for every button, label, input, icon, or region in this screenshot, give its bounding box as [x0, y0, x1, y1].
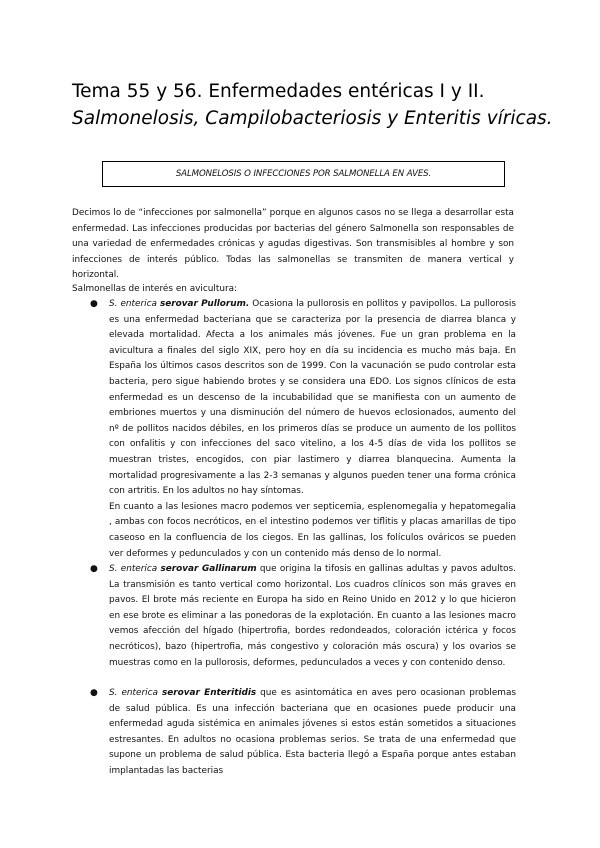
intro-paragraph: Decimos lo de “infecciones por salmonella” porque en algunos casos no se llega a desarrollar esta enfermedad. Las infecciones producidas por bacterias del género Salmonella son responsables de una variedad de enfermedades crónicas y agudas digestivas. Son transmisibles al hombre y son infecciones de interés público. Todas las salmonellas se transmiten de manera vertical y horizontal. [72, 208, 514, 281]
list-item-text [109, 562, 516, 671]
list-label: Salmonellas de interés en avicultura: [72, 284, 238, 294]
section-heading-box: SALMONELOSIS O INFECCIONES POR SALMONELLA EN AVES. [102, 161, 505, 187]
bullet-icon: ● [90, 299, 98, 309]
item-lesions: En cuanto a las lesiones macro podemos ver septicemia, esplenomegalia y hepatomegalia , ambas con focos necróticos, en el intestino podemos ver tiflitis y placas amarillas de tipo caseoso en la confluencia de los ciegos. En las gallinas, los folículos ováricos se pueden ver deformes y pedunculados y con un contenido más denso de lo normal. [109, 501, 516, 559]
title-line-1: Tema 55 y 56. Enfermedades entéricas I y II. [72, 81, 485, 102]
species-name: S. enterica [109, 299, 157, 309]
species-name: S. enterica [109, 564, 158, 574]
species-name: S. enterica [109, 688, 158, 698]
item-description: que origina la tifosis en gallinas adultas y pavos adultos. La transmisión es tanto vertical como horizontal. Los cuadros clínicos son más graves en pavos. El brote más reciente en Europa ha sido en Reino Unido en 2012 y lo que hicieron en ese brote es eliminar a las ponedoras de la explotación. En cuanto a las lesiones macro vemos afección del hígado (hipertrofia, bordes redondeados, coloración ictérica y focos necróticos), bazo (hipertrofia, más congestivo y coloración más oscura) y los ovarios se muestras como en la pullorosis, deformes, pedunculados a veces y con contenido denso. [109, 564, 517, 668]
item-description: Ocasiona la pullorosis en pollitos y pavipollos. La pullorosis es una enfermedad bacteriana que se caracteriza por la presencia de diarrea blanca y elevada mortalidad. Afecta a los animales más jóvenes. Fue un gran problema en la avicultura a finales del siglo XIX, pero hoy en día su incidencia es mucho más baja. En España los últimos casos descritos son de 1999. Con la vacunación se pudo controlar esta bacteria, pero sigue habiendo brotes y se considera una EDO. Los signos clínicos de esta enfermedad es un descenso de la incubabilidad que se manifiesta con un aumento de embriones muertos y una disminución del número de huevos eclosionados, aumento del nº de pollitos nacidos débiles, en los primeros días se produce un aumento de los pollitos con onfalitis y con infecciones del saco vitelino, a los 4-5 días de vida los pollitos se muestran tristes, encogidos, con piar lastimero y diarrea blanquecina. Aumenta la mortalidad progresivamente a las 2-3 semanas y algunos pueden tener una forma crónica con artritis. En los adultos no hay síntomas. [109, 299, 516, 497]
serovar-name: serovar Enteritidis [161, 688, 257, 698]
bullet-icon: ● [90, 564, 98, 574]
list-item-text [109, 686, 516, 780]
title-line-2: Salmonelosis, Campilobacteriosis y Enteritis víricas. [72, 108, 553, 129]
page-title [72, 78, 553, 132]
serovar-name: serovar Pullorum. [159, 299, 250, 309]
list-item-text [109, 297, 516, 562]
serovar-name: serovar Gallinarum [160, 564, 257, 574]
item-description: que es asintomática en aves pero ocasionan problemas de salud pública. Es una infección bacteriana que en ocasiones puede producir una enfermedad aguda sistémica en animales jóvenes si estos están sometidos a situaciones estresantes. En adultos no ocasiona problemas serios. Se trata de una enfermedad que supone un problema de salud pública. Esta bacteria llegó a España porque antes estaban implantadas las bacterias [109, 688, 517, 776]
bullet-icon: ● [90, 688, 98, 698]
